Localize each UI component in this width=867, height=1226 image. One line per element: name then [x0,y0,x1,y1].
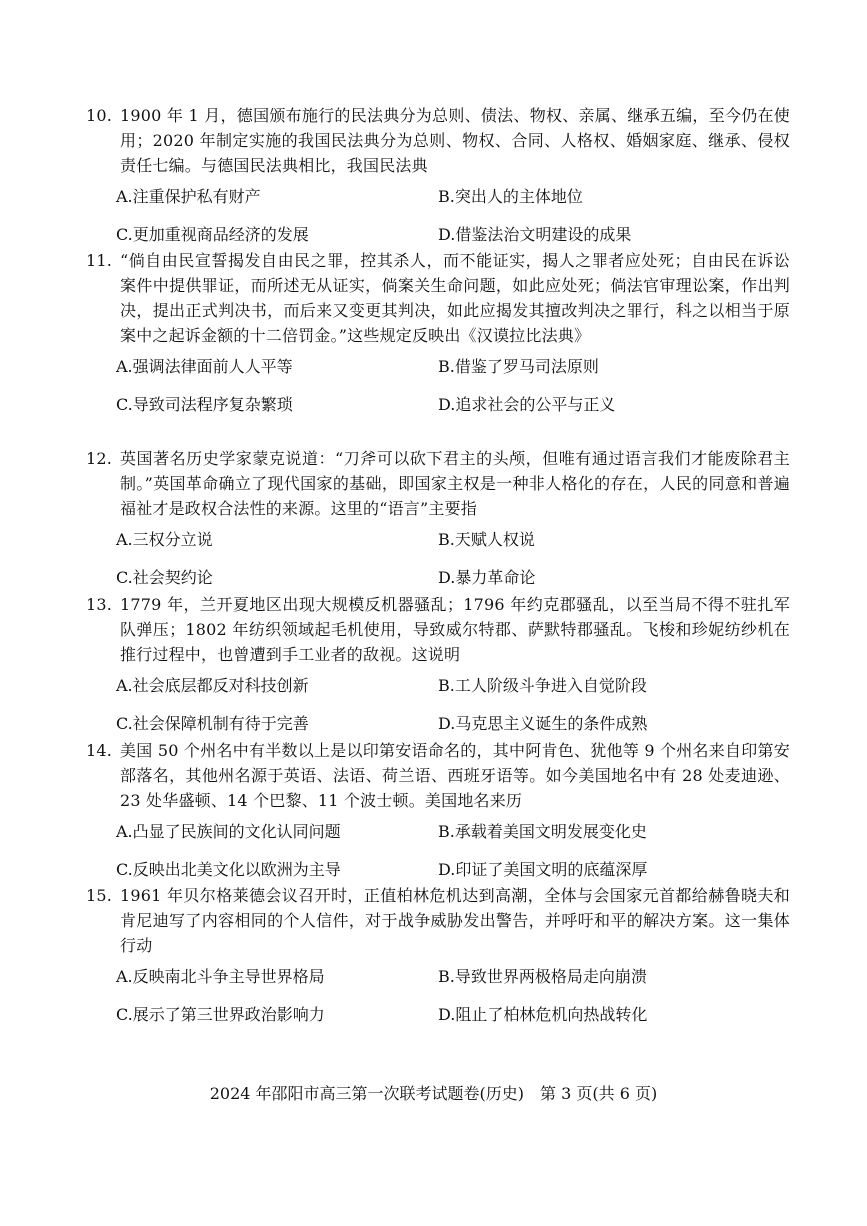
option-a: A.注重保护私有财产 [116,187,261,206]
question-number: 12. [86,449,113,468]
question-11 [86,248,790,416]
option-c: C.反映出北美文化以欧洲为主导 [116,860,341,879]
options-group [90,521,790,589]
option-b: B.借鉴了罗马司法原则 [438,357,599,376]
option-b: B.工人阶级斗争进入自觉阶段 [438,676,647,695]
option-d: D.暴力革命论 [438,568,536,587]
option-a: A.社会底层都反对科技创新 [116,676,309,695]
question-14 [86,738,790,881]
option-a: A.三权分立说 [116,530,213,549]
question-15 [86,883,790,1026]
option-b: B.导致世界两极格局走向崩溃 [438,967,647,986]
option-c: C.更加重视商品经济的发展 [116,225,309,244]
question-number: 10. [86,106,113,125]
question-stem: 1779 年，兰开夏地区出现大规模反机器骚乱；1796 年约克郡骚乱，以至当局不得不驻扎军队弹压；1802 年纺织领域起毛机使用，导致威尔特郡、萨默特郡骚乱。飞梭和珍妮纺纱机在推行过程中，也曾遭到手工业者的敌视。这说明 [120,595,790,664]
question-stem: “倘自由民宣誓揭发自由民之罪，控其杀人，而不能证实，揭人之罪者应处死；自由民在诉讼案件中提供罪证，而所述无从证实，倘案关生命问题，如此应处死；倘法官审理讼案，作出判决，提出正式判决书，而后来又变更其判决，如此应揭发其擅改判决之罪行，科之以相当于原案中之起诉金额的十二倍罚金。”这些规定反映出《汉谟拉比法典》 [120,251,790,345]
option-d: D.马克思主义诞生的条件成熟 [438,714,648,733]
option-a: A.凸显了民族间的文化认同问题 [116,822,341,841]
option-d: D.借鉴法治文明建设的成果 [438,225,632,244]
page-footer: 2024 年邵阳市高三第一次联考试题卷(历史) 第 3 页(共 6 页) [209,1084,658,1103]
question-stem: 美国 50 个州名中有半数以上是以印第安语命名的，其中阿肯色、犹他等 9 个州名来自印第安部落名，其他州名源于英语、法语、荷兰语、西班牙语等。如今美国地名中有 28 处麦迪逊、23 处华盛顿、14 个巴黎、11 个波士顿。美国地名来历 [120,741,790,810]
question-stem: 1961 年贝尔格莱德会议召开时，正值柏林危机达到高潮，全体与会国家元首都给赫鲁晓夫和肯尼迪写了内容相同的个人信件，对于战争威胁发出警告，并呼吁和平的解决方案。这一集体行动 [120,886,790,955]
question-12 [86,446,790,589]
question-number: 11. [86,251,113,270]
question-10 [86,103,790,246]
question-number: 15. [86,886,113,905]
options-group [90,348,790,416]
option-c: C.导致司法程序复杂繁琐 [116,395,293,414]
option-d: D.阻止了柏林危机向热战转化 [438,1005,648,1024]
option-b: B.突出人的主体地位 [438,187,583,206]
question-number: 14. [86,741,113,760]
option-b: B.天赋人权说 [438,530,535,549]
options-group [90,667,790,735]
question-stem: 英国著名历史学家蒙克说道：“刀斧可以砍下君主的头颅，但唯有通过语言我们才能废除君主制。”英国革命确立了现代国家的基础，即国家主权是一种非人格化的存在，人民的同意和普遍福祉才是政权合法性的来源。这里的“语言”主要指 [120,449,790,518]
option-d: D.追求社会的公平与正义 [438,395,616,414]
option-c: C.社会契约论 [116,568,213,587]
options-group [90,178,790,246]
question-number: 13. [86,595,113,614]
options-group [90,813,790,881]
question-stem: 1900 年 1 月，德国颁布施行的民法典分为总则、债法、物权、亲属、继承五编，至今仍在使用；2020 年制定实施的我国民法典分为总则、物权、合同、人格权、婚姻家庭、继承、侵权责任七编。与德国民法典相比，我国民法典 [120,106,790,175]
option-a: A.反映南北斗争主导世界格局 [116,967,325,986]
question-13 [86,592,790,735]
option-b: B.承载着美国文明发展变化史 [438,822,647,841]
options-group [90,958,790,1026]
option-d: D.印证了美国文明的底蕴深厚 [438,860,648,879]
option-c: C.社会保障机制有待于完善 [116,714,309,733]
option-a: A.强调法律面前人人平等 [116,357,293,376]
option-c: C.展示了第三世界政治影响力 [116,1005,325,1024]
